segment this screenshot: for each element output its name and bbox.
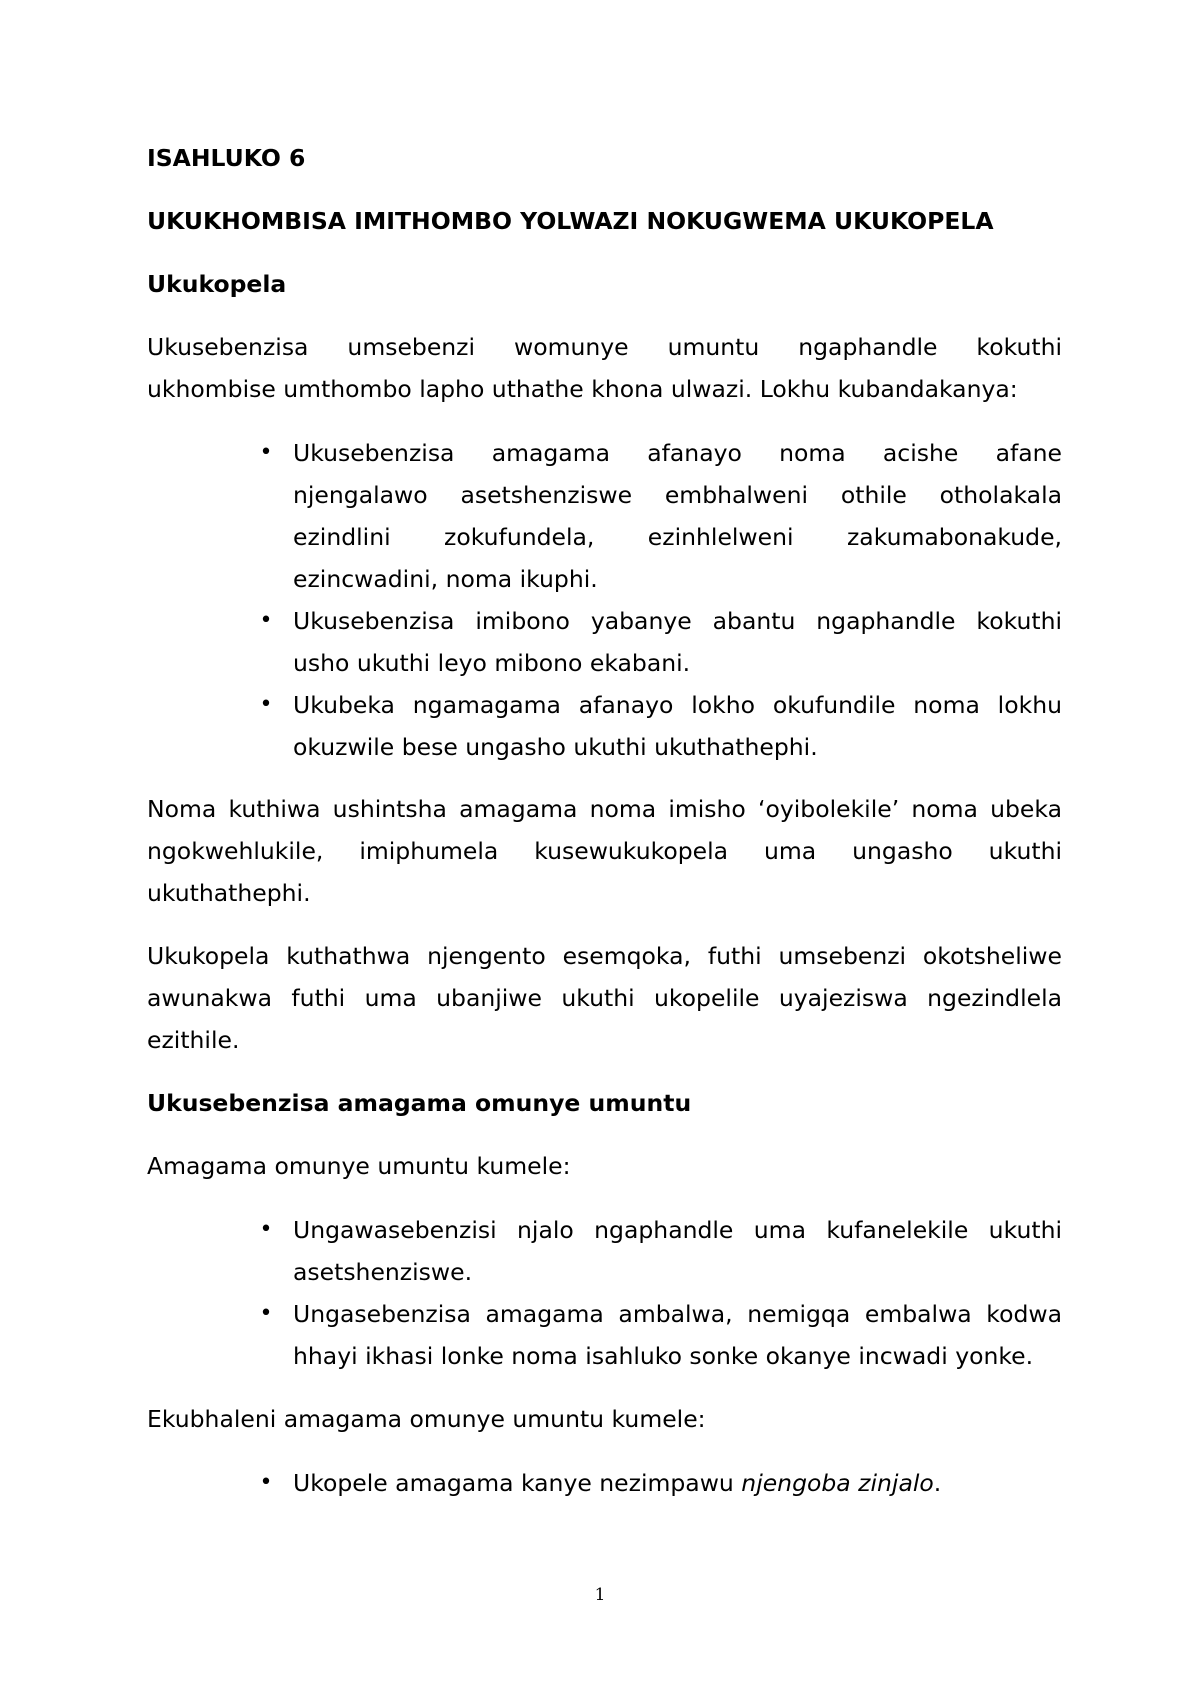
paragraph-amagama: Amagama omunye umuntu kumele: (147, 1152, 571, 1180)
intro-paragraph (147, 326, 1062, 410)
list-item-line: usho ukuthi leyo mibono ekabani. (293, 649, 691, 677)
paragraph-line: Ukusebenzisa umsebenzi womunye umuntu ngaphandle kokuthi (147, 333, 1062, 361)
list-item-line: ezincwadini, noma ikuphi. (293, 565, 598, 593)
page-number: 1 (594, 1585, 606, 1605)
list-item-line: Ungasebenzisa amagama ambalwa, nemigqa embalwa kodwa (293, 1300, 1062, 1328)
list-item-line: asetshenziswe. (293, 1258, 473, 1286)
paragraph-line: Noma kuthiwa ushintsha amagama noma imisho ‘oyibolekile’ noma ubeka (147, 795, 1062, 823)
paragraph-line: ngokwehlukile, imiphumela kusewukukopela uma ungasho ukuthi (147, 837, 1062, 865)
paragraph-line: ezithile. (147, 1026, 240, 1054)
heading-amagama: Ukusebenzisa amagama omunye umuntu (147, 1089, 692, 1117)
list-item (259, 1462, 1062, 1504)
list-item (259, 432, 1062, 600)
list-item (259, 1293, 1062, 1377)
list-item-line: okuzwile bese ungasho ukuthi ukuthathephi. (293, 733, 818, 761)
bullet-icon: • (259, 440, 273, 465)
paragraph-noma (147, 788, 1062, 914)
paragraph-ukukopela (147, 935, 1062, 1061)
list-item (259, 1209, 1062, 1293)
list-item-line: Ungawasebenzisi njalo ngaphandle uma kufanelekile ukuthi (293, 1216, 1062, 1244)
paragraph-line: awunakwa futhi uma ubanjiwe ukuthi ukopelile uyajeziswa ngezindlela (147, 984, 1062, 1012)
bullet-icon: • (259, 608, 273, 633)
italic-phrase: njengoba zinjalo (741, 1469, 934, 1497)
bullet-icon: • (259, 1470, 273, 1495)
bullet-icon: • (259, 1217, 273, 1242)
list-item-text: Ukopele amagama kanye nezimpawu (293, 1469, 742, 1497)
list-item-line: Ukubeka ngamagama afanayo lokho okufundile noma lokhu (293, 691, 1062, 719)
list-item (259, 600, 1062, 684)
paragraph-line: Ukukopela kuthathwa njengento esemqoka, futhi umsebenzi okotsheliwe (147, 942, 1062, 970)
chapter-title: ISAHLUKO 6 (147, 144, 306, 172)
bullet-icon: • (259, 1301, 273, 1326)
list-item-line: Ukusebenzisa amagama afanayo noma acishe afane (293, 439, 1062, 467)
list-item-line: hhayi ikhasi lonke noma isahluko sonke okanye incwadi yonke. (293, 1342, 1034, 1370)
paragraph-line: ukuthathephi. (147, 879, 311, 907)
list-item-line: Ukusebenzisa imibono yabanye abantu ngaphandle kokuthi (293, 607, 1062, 635)
heading-ukukopela: Ukukopela (147, 270, 287, 298)
paragraph-line: ukhombise umthombo lapho uthathe khona ulwazi. Lokhu kubandakanya: (147, 375, 1018, 403)
list-item-line (293, 1462, 1062, 1504)
list-item-end: . (933, 1469, 942, 1497)
list-item (259, 684, 1062, 768)
list-item-line: njengalawo asetshenziswe embhalweni othile otholakala (293, 481, 1062, 509)
section-title: UKUKHOMBISA IMITHOMBO YOLWAZI NOKUGWEMA UKUKOPELA (147, 207, 994, 235)
list-item-line: ezindlini zokufundela, ezinhlelweni zakumabonakude, (293, 523, 1062, 551)
bullet-icon: • (259, 692, 273, 717)
paragraph-ekubhaleni: Ekubhaleni amagama omunye umuntu kumele: (147, 1405, 706, 1433)
